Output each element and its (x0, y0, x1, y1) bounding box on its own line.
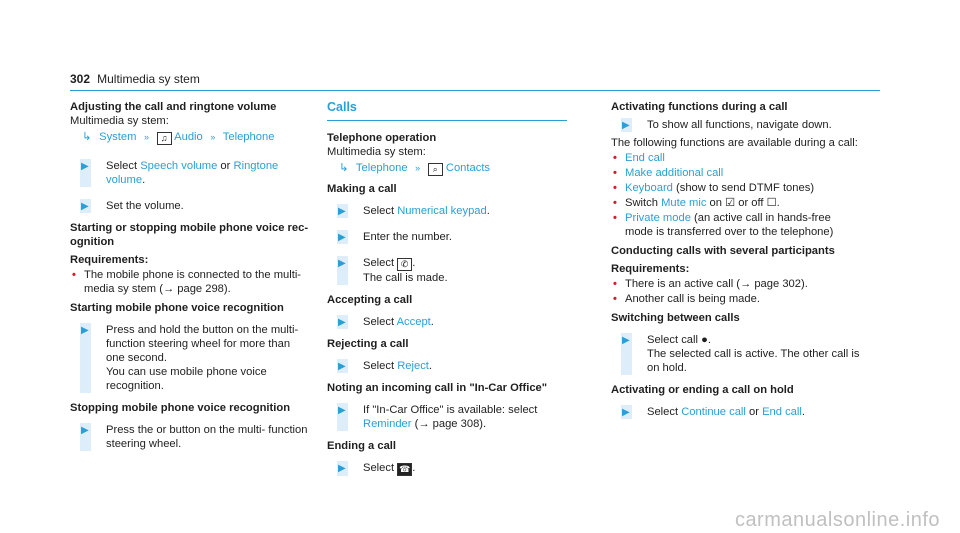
section-title-calls: Calls (327, 100, 357, 114)
heading-stop-voice: Stopping mobile phone voice recognition (70, 402, 291, 414)
heading-several-participants: Conducting calls with several participants (611, 245, 835, 257)
heading-call-on-hold: Activating or ending a call on hold (611, 384, 794, 396)
menu-path (70, 130, 310, 145)
step-arrow-icon: ▶ (338, 405, 346, 416)
link-end-call[interactable]: End call (762, 406, 802, 418)
link-ringtone-volume[interactable]: Ringtone volume (106, 160, 279, 186)
step-press-hold: ▶ Press and hold the button on the multi- function steering wheel for more than one second. You can use mobile phone voice recognition. (81, 324, 299, 392)
path-audio[interactable]: Audio (174, 131, 203, 143)
bullet-icon: • (613, 182, 617, 194)
requirement-item: • Another call is being made. (613, 293, 760, 305)
double-chevron-icon: » (144, 132, 150, 142)
step-show-functions: ▶ To show all functions, navigate down. (622, 119, 832, 131)
link-speech-volume[interactable]: Speech volume (140, 160, 218, 172)
link-reminder[interactable]: Reminder (363, 418, 412, 430)
step-arrow-icon: ▶ (338, 206, 346, 217)
step-arrow-icon: ▶ (81, 201, 89, 212)
heading-accepting-call: Accepting a call (327, 294, 413, 306)
audio-icon: ♫ (157, 132, 172, 145)
page-header (70, 72, 200, 88)
header-divider (70, 90, 880, 91)
step-enter-number: ▶ Enter the number. (338, 231, 452, 243)
link-continue-call[interactable]: Continue call (681, 406, 746, 418)
step-reject: ▶ Select Reject. (338, 360, 433, 372)
heading-making-call: Making a call (327, 183, 397, 195)
step-arrow-icon: ▶ (622, 120, 630, 131)
step-select-keypad: ▶ Select Numerical keypad. (338, 205, 490, 217)
step-reminder: ▶ If "In-Car Office" is available: select Reminder (→ page 308). (338, 404, 538, 430)
link-end-call[interactable]: End call (625, 152, 665, 164)
heading-functions-during-call: Activating functions during a call (611, 101, 788, 113)
heading-start-voice: Starting mobile phone voice recognition (70, 302, 284, 314)
dial-call-icon: ✆ (397, 258, 412, 271)
heading-telephone-operation: Telephone operation (327, 132, 437, 144)
bullet-icon: • (613, 152, 617, 164)
link-reject[interactable]: Reject (397, 360, 429, 372)
heading-rejecting-call: Rejecting a call (327, 338, 409, 350)
list-item (611, 151, 861, 165)
requirement-item: • There is an active call (→ page 302). (613, 278, 808, 290)
list-item: • Switch Mute mic on ☑ or off ☐. (613, 197, 780, 209)
step-select-call: ▶ Select call ●. The selected call is active. The other call is on hold. (622, 334, 860, 374)
step-arrow-icon: ▶ (338, 361, 346, 372)
step-arrow-icon: ▶ (338, 232, 346, 243)
step-arrow-icon: ▶ (338, 258, 346, 269)
list-item: • Keyboard (show to send DTMF tones) (613, 182, 815, 194)
step-accept: ▶ Select Accept. (338, 316, 434, 328)
column-3 (611, 100, 861, 423)
bullet-icon: • (613, 293, 617, 305)
step-press-stop: ▶ Press the or button on the multi- function steering wheel. (81, 424, 308, 450)
link-keyboard[interactable]: Keyboard (625, 182, 673, 194)
step-end-call: ▶ Select ☎ . (338, 462, 416, 474)
requirements-label: Requirements: (611, 263, 690, 275)
list-item: • Private mode (an active call in hands-free mode is transferred over to the telephone) (613, 212, 834, 238)
column-1 (70, 100, 310, 455)
link-private-mode[interactable]: Private mode (625, 212, 691, 224)
heading-voice-recognition: Starting or stopping mobile phone voice rec- ognition (70, 222, 309, 248)
search-icon: ⌕ (428, 163, 443, 176)
menu-path (327, 161, 567, 176)
path-contacts[interactable]: Contacts (445, 162, 491, 174)
hang-up-icon: ☎ (399, 464, 411, 474)
path-telephone[interactable]: Telephone (355, 162, 408, 174)
heading-ending-call: Ending a call (327, 440, 397, 452)
bullet-icon: • (613, 197, 617, 209)
link-accept[interactable]: Accept (396, 316, 431, 328)
step-arrow-icon: ▶ (338, 463, 346, 474)
watermark: carmanualsonline.info (734, 509, 940, 531)
heading-adjust-volume: Adjusting the call and ringtone volume (70, 101, 277, 113)
bullet-icon: • (613, 212, 617, 224)
header-title: Multimedia sy stem (97, 72, 200, 86)
bullet-icon: • (72, 269, 76, 281)
list-item (611, 166, 861, 180)
section-divider (327, 120, 567, 121)
heading-in-car-office: Noting an incoming call in "In-Car Office" (327, 382, 548, 394)
step-select-volume: ▶ Select Speech volume or Ringtone volume. (81, 160, 279, 186)
link-numerical-keypad[interactable]: Numerical keypad (397, 205, 487, 217)
step-set-volume: ▶ Set the volume. (81, 200, 184, 212)
step-arrow-icon: ▶ (81, 325, 89, 336)
step-arrow-icon: ▶ (622, 407, 630, 418)
link-mute-mic[interactable]: Mute mic (661, 197, 707, 209)
bullet-icon: • (613, 167, 617, 179)
return-arrow-icon: ↳ (82, 131, 92, 143)
bullet-icon: • (613, 278, 617, 290)
heading-switching-calls: Switching between calls (611, 312, 740, 324)
column-2: Calls Telephone operation Multimedia sy stem: ↳ Telephone » ⌕ Contacts Making a call ▶ Select Numerical keypad. ▶ Enter the number. ▶ Select ✆ . The call is made. Accepting a call ▶ Select Accept. Rejecting a call ▶ Select Reject. Noting an incoming call in "In-Car Office" ▶ If "In-Car Office" is available: select Reminder (→ page 308). Ending a call ▶ Select ☎ . (327, 100, 567, 480)
functions-intro: The following functions are available during a call: (611, 137, 858, 149)
step-arrow-icon: ▶ (622, 335, 630, 346)
requirement-item: • The mobile phone is connected to the multi- media sy stem (→ page 298). (72, 269, 302, 295)
path-telephone[interactable]: Telephone (222, 131, 275, 143)
step-continue-end: ▶ Select Continue call or End call. (622, 406, 805, 418)
double-chevron-icon: » (415, 163, 421, 173)
link-make-additional-call[interactable]: Make additional call (625, 167, 724, 179)
step-arrow-icon: ▶ (81, 425, 89, 436)
return-arrow-icon: ↳ (339, 162, 349, 174)
step-arrow-icon: ▶ (81, 161, 89, 172)
requirements-label: Requirements: (70, 254, 149, 266)
page-number: 302 (70, 72, 91, 86)
step-arrow-icon: ▶ (338, 317, 346, 328)
double-chevron-icon: » (210, 132, 216, 142)
path-system[interactable]: System (99, 131, 137, 143)
step-dial: ▶ Select ✆ . The call is made. (338, 257, 448, 284)
menu-path-label: Multimedia sy stem: (70, 115, 169, 127)
